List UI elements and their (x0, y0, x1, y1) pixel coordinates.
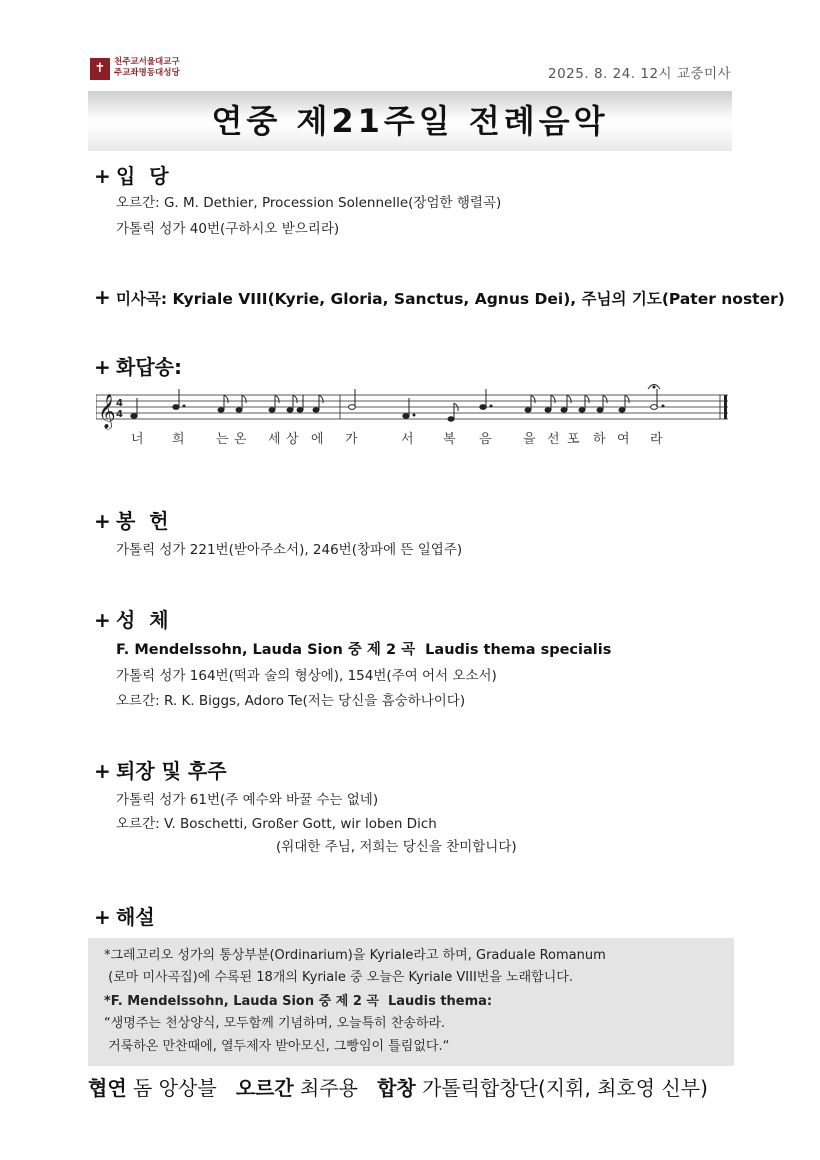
lyric-syllable: 을 (523, 432, 536, 447)
mass-date: 2025. 8. 24. 12시 교중미사 (548, 66, 732, 82)
section-psalm-heading (94, 351, 182, 380)
treble-clef-icon: 𝄞 (98, 394, 116, 429)
plus-icon: + (94, 759, 111, 783)
lyric-syllable: 온 (234, 432, 247, 447)
lyric-syllable: 상 (286, 432, 299, 447)
entrance-line-1: 오르간: G. M. Dethier, Procession Solennelle(장엄한 행렬곡) (116, 195, 502, 211)
offertory-line-1: 가톨릭 성가 221번(받아주소서), 246번(창파에 뜬 일엽주) (116, 542, 463, 558)
lyric-syllable: 라 (650, 432, 663, 447)
plus-icon: + (94, 608, 111, 632)
commentary-line-2: (로마 미사곡집)에 수록된 18개의 Kyriale 중 오늘은 Kyriale VIII번을 노래합니다. (104, 970, 573, 985)
lyric-syllable: 는 (216, 432, 229, 447)
section-communion-heading (94, 604, 169, 633)
lyric-syllable: 희 (172, 432, 185, 447)
recessional-line-3: (위대한 주님, 저희는 당신을 찬미합니다) (276, 839, 517, 855)
svg-text:4: 4 (116, 398, 123, 409)
credit-label-ensemble: 협연 (88, 1076, 127, 1100)
commentary-line-1: *그레고리오 성가의 통상부분(Ordinarium)을 Kyriale라고 하며, Graduale Romanum (104, 948, 606, 963)
communion-line-2: 오르간: R. K. Biggs, Adoro Te(저는 당신을 흠숭하나이다) (116, 693, 466, 709)
recessional-line-1: 가톨릭 성가 61번(주 예수와 바꿀 수는 없네) (116, 792, 379, 808)
commentary-line-4: “생명주는 천상양식, 모두함께 기념하며, 오늘특히 찬송하라. (104, 1016, 446, 1031)
lyric-syllable: 하 (593, 432, 606, 447)
plus-icon: + (94, 164, 111, 188)
logo-text (114, 57, 180, 79)
svg-text:4: 4 (116, 409, 123, 420)
section-recessional-heading (94, 755, 227, 784)
section-commentary-heading (94, 901, 155, 930)
commentary-line-3: *F. Mendelssohn, Lauda Sion 중 제 2 곡 Laudis thema: (104, 994, 493, 1009)
section-title: 미사곡: Kyriale VIII(Kyrie, Gloria, Sanctus, Agnus Dei), 주님의 기도(Pater noster) (116, 290, 785, 308)
credit-value-organ: 최주용 (293, 1076, 378, 1100)
plus-icon: + (94, 905, 111, 929)
plus-icon: + (94, 285, 111, 309)
section-entrance-heading (94, 160, 169, 189)
lyric-syllable: 가 (345, 432, 358, 447)
performers-credit (88, 1072, 738, 1101)
lyric-syllable: 에 (311, 432, 324, 447)
credit-label-organ: 오르간 (235, 1076, 294, 1100)
lyric-syllable: 선 (547, 432, 560, 447)
section-mass-heading (94, 285, 785, 309)
lyric-syllable: 음 (479, 432, 492, 447)
section-title: 성 체 (116, 608, 169, 632)
music-staff (96, 383, 728, 431)
section-title: 입 당 (116, 164, 169, 188)
logo-line-2: 주교좌명동대성당 (114, 68, 180, 78)
lyric-syllable: 너 (131, 432, 144, 447)
plus-icon: + (94, 355, 111, 379)
logo-line-1: 천주교서울대교구 (114, 57, 180, 67)
lyric-syllable: 서 (401, 432, 414, 447)
communion-line-1: 가톨릭 성가 164번(떡과 술의 형상에), 154번(주여 어서 오소서) (116, 668, 497, 684)
page-title: 연중 제21주일 전례음악 (211, 102, 609, 140)
commentary-line-5: 거룩하온 만찬때에, 열두제자 받아모신, 그빵임이 틀림없다.“ (104, 1039, 450, 1054)
lyric-syllable: 포 (567, 432, 580, 447)
recessional-line-2: 오르간: V. Boschetti, Großer Gott, wir loben Dich (116, 816, 437, 832)
section-title: 퇴장 및 후주 (116, 759, 227, 783)
section-title: 화답송: (116, 355, 182, 379)
lyric-syllable: 여 (617, 432, 630, 447)
lyric-syllable: 세 (268, 432, 281, 447)
communion-choir-piece: F. Mendelssohn, Lauda Sion 중 제 2 곡 Laudis thema specialis (116, 642, 612, 658)
plus-icon: + (94, 509, 111, 533)
credit-label-choir: 합창 (377, 1076, 416, 1100)
cross-icon: ✝ (94, 61, 106, 76)
section-offertory-heading (94, 505, 169, 534)
section-title: 해설 (116, 905, 155, 929)
entrance-line-2: 가톨릭 성가 40번(구하시오 받으리라) (116, 221, 340, 237)
credit-value-ensemble: 돔 앙상블 (126, 1076, 236, 1100)
lyric-syllable: 복 (443, 432, 456, 447)
section-title: 봉 헌 (116, 509, 169, 533)
credit-value-choir: 가톨릭합창단(지휘, 최호영 신부) (415, 1076, 708, 1100)
